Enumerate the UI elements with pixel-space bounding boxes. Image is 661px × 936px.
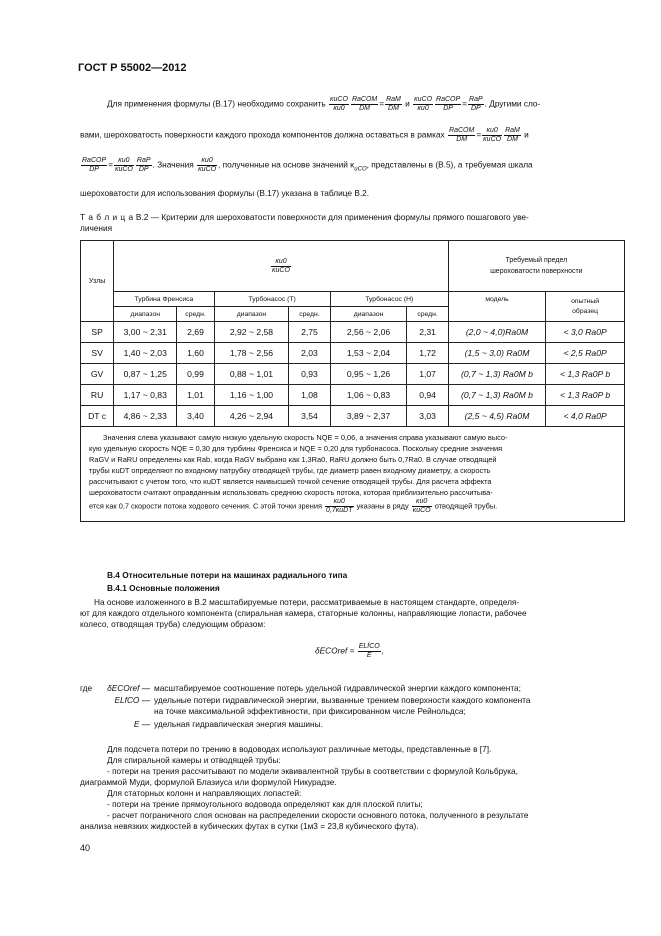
note-line: кую удельную скорость NQE = 0,30 для турбины Френсиса и NQE = 0,20 для турбонасоса. Поскольку средние значения [89,444,503,453]
table-caption [80,212,628,234]
cell-avg: 2,75 [289,322,330,343]
ratio-header [114,241,449,292]
fraction: $\frac{\text{RaCOM}}{DM}$ [449,127,475,143]
fraction: $\frac{\text{RaCOP}}{DP}$ [436,96,461,112]
avg-header: средн. [407,307,448,322]
formula: δECOref = $\frac{\text{ELfCO}}{E}$ , [315,643,385,659]
cell-avg: 2,31 [407,322,448,343]
roughness-table [80,240,625,522]
note-line: рассчитывают с учетом того, что κuDT является наивысшей точкой сечение отводящей трубы. Для расчета эффекта [89,477,492,486]
cell-avg: 3,03 [407,406,448,427]
cell-range: 1,17 ~ 0,83 [114,385,177,406]
cell-range: 3,00 ~ 2,31 [114,322,177,343]
cell-avg: 2,69 [177,322,214,343]
table-row [81,343,625,364]
cell-avg: 1,08 [289,385,330,406]
cell-proto: < 1,3 Ra0P b [546,385,625,406]
where-symbol: E — [133,719,150,729]
intro-text-6: , представлены в (В.5), а требуемая шкала [366,159,533,170]
cell-avg: 2,03 [289,343,330,364]
cell-avg: 1,07 [407,364,448,385]
where-text: удельная гидравлическая энергия машины. [154,719,323,729]
intro-text-5: , полученные на основе значений κ [218,159,355,170]
range-header: диапазон [114,307,177,322]
required-header [448,241,624,292]
cell-proto: < 4,0 Ra0P [546,406,625,427]
col-header-units: Узлы [81,241,114,322]
where-symbol: δECOref — [107,683,150,693]
cell-unit: RU [81,385,114,406]
cell-model: (2,5 ~ 4,5) Ra0M [448,406,545,427]
cell-range: 0,88 ~ 1,01 [214,364,289,385]
cell-range: 1,78 ~ 2,56 [214,343,289,364]
proto-header: опытный образец [546,292,625,322]
cell-proto: < 1,3 Ra0P b [546,364,625,385]
intro-line-3: $\frac{\text{RaCOP}}{DP}$ = $\frac{\kappa u0}{\text{κuCO}}$ $\frac{\text{RaP}}{DP}$ . Значения $\frac{\kappa u0}{\text{κuCO}}$ , полученные на основе значений $\kappa_{uCO}$, представлены в (В.5), а требуемая шкала [82,157,533,173]
fraction: $\frac{\text{RaM}}{DM}$ [386,96,401,112]
intro-text-4: . Значения [152,159,194,170]
fraction: $\frac{\text{RaP}}{DP}$ [136,157,151,173]
cell-model: (1,5 ~ 3,0) Ra0M [448,343,545,364]
cell-avg: 0,94 [407,385,448,406]
fraction: $\frac{\text{RaCOM}}{DM}$ [351,96,378,112]
intro-line-1: Для применения формулы (В.17) необходимо сохранить $\frac{\text{κuCO}}{\kappa u0}$ $\frac{\text{RaCOM}}{DM}$ = $\frac{\text{RaM}}{DM}$ и $\frac{\text{κuCO}}{\kappa u0}$ $\frac{\text{RaCOP}}{DP}$ = $\frac{\text{RaP}}{DP}$ . Другими сло- [107,96,541,112]
table-row [81,364,625,385]
paragraph: Для подсчета потери по трению в водоводах используют различные методы, представленные в [7]. Для спиральной камеры и отводящей трубы: - потери на трения рассчитывают по модели эквивалентной трубы в соответствии с формулой Кольбрука, диаграммой Муди, формулой Блазиуса или формулой Никурадзе. Для статорных колонн и направляющих лопастей: - потери на трение прямоугольного водовода определяют как для плоской плиты; - расчет пограничного слоя основан на распределении скорости основного потока, полученного в результате анализа невязких жидкостей в кубических футах в сутки (1м3 = 23,8 кубического фута). [80,744,529,831]
formula-lhs: δECOref = [315,645,355,656]
fraction: $\frac{\text{κuCO}}{\kappa u0}$ [330,96,348,112]
note-line: ется как 0,7 скорости потока ходового сечения. С этой точки зрения $\frac{\kappa u0}{\text{0,7κuDT}}$ указаны в ряду $\frac{\kappa u0}{\text{κuCO}}$ отводящей трубы. [89,498,498,514]
range-header: диапазон [214,307,289,322]
intro-sub: uCO [354,166,367,173]
cell-range: 1,40 ~ 2,03 [114,343,177,364]
model-header: модель [448,292,545,322]
cell-proto: < 2,5 Ra0P [546,343,625,364]
cell-avg: 1,01 [177,385,214,406]
avg-header: средн. [177,307,214,322]
fraction: $\frac{\kappa u0}{\text{κuCO}}$ [272,257,290,274]
intro-line-2: вами, шероховатость поверхности каждого прохода компонентов должна оставаться в рамках $\frac{\text{RaCOM}}{DM}$ = $\frac{\kappa u0}{\text{κuCO}}$ $\frac{\text{RaM}}{DM}$ и [80,127,529,143]
fraction: $\frac{\kappa u0}{\text{κuCO}}$ [412,498,431,514]
fraction: $\frac{\text{RaCOP}}{DP}$ [82,157,107,173]
table-caption-text: В.2 — Критерии для шероховатости поверхности для применения формулы прямого пошагового уве- [135,212,529,222]
cell-unit: GV [81,364,114,385]
table-row [81,406,625,427]
cell-avg: 1,72 [407,343,448,364]
turbine-header: Турбина Френсиса [114,292,215,307]
cell-range: 2,92 ~ 2,58 [214,322,289,343]
fraction: $\frac{\text{κuCO}}{\kappa u0}$ [414,96,433,112]
table-caption-cont: личения [80,223,113,233]
cell-range: 1,16 ~ 1,00 [214,385,289,406]
pump-h-header: Турбонасос (Н) [330,292,448,307]
fraction: $\frac{\kappa u0}{\text{0,7κuDT}}$ [326,498,353,514]
where-label: где [80,683,93,693]
intro-text-1: Для применения формулы (В.17) необходимо сохранить [107,98,326,109]
note-line: Значения слева указывают самую низкую удельную скорость NQE = 0,06, а значения справа указывают самую высо- [103,433,508,442]
subsection-heading: В.4.1 Основные положения [107,583,220,593]
cell-avg: 0,93 [289,364,330,385]
required-title-1: Требуемый предел [505,257,568,264]
cell-unit: DT c [81,406,114,427]
cell-unit: SV [81,343,114,364]
note-line: трубы κuDT определяют по входному патрубку отводящей трубы, где диаметр равен входному диаметру, а скорость [89,466,491,475]
intro-and-1: и [405,98,410,109]
cell-model: (2,0 ~ 4,0)Ra0M [448,322,545,343]
where-text: масштабируемое соотношение потерь удельной гидравлической энергии каждого компонента; [154,683,521,693]
cell-range: 4,86 ~ 2,33 [114,406,177,427]
note-line: RaGV и RaRU определены как Rab, когда RaGV выбрано как 1,3Ra0, RaRU должно быть 0,7Ra0. В случае отводящей [89,455,497,464]
cell-model: (0,7 ~ 1,3) Ra0M b [448,364,545,385]
fraction: $\frac{\text{ELfCO}}{E}$ [358,643,380,659]
intro-text-2: . Другими сло- [484,98,541,109]
fraction: $\frac{\text{RaP}}{DP}$ [469,96,483,112]
document-header: ГОСТ Р 55002—2012 [78,62,187,74]
cell-range: 0,95 ~ 1,26 [330,364,407,385]
intro-text-3: вами, шероховатость поверхности каждого прохода компонентов должна оставаться в рамках [80,129,445,140]
note-line: шероховатости считают оправданным использовать среднюю скорость потока, которая приблизительно рассчитыва- [89,488,493,497]
table-body [81,322,625,427]
fraction: $\frac{\kappa u0}{\text{κuCO}}$ [483,127,502,143]
cell-model: (0,7 ~ 1,3) Ra0M b [448,385,545,406]
cell-unit: SP [81,322,114,343]
range-header: диапазон [330,307,407,322]
fraction: $\frac{\kappa u0}{\text{κuCO}}$ [198,157,217,173]
cell-avg: 3,54 [289,406,330,427]
cell-range: 0,87 ~ 1,25 [114,364,177,385]
cell-range: 1,53 ~ 2,04 [330,343,407,364]
cell-range: 3,89 ~ 2,37 [330,406,407,427]
cell-range: 2,56 ~ 2,06 [330,322,407,343]
avg-header: средн. [289,307,330,322]
cell-avg: 3,40 [177,406,214,427]
where-text: удельные потери гидравлической энергии, вызванные трением поверхности каждого компонента на точке максимальной эффективности, при фиксированном числе Рейнольдса; [154,695,531,716]
cell-range: 4,26 ~ 2,94 [214,406,289,427]
where-symbol: ELfCO — [114,695,150,705]
table-row [81,385,625,406]
table-note [81,427,625,522]
fraction: $\frac{\text{RaM}}{DM}$ [505,127,520,143]
page-number: 40 [80,843,91,853]
table-row [81,322,625,343]
cell-avg: 1,60 [177,343,214,364]
cell-range: 1,06 ~ 0,83 [330,385,407,406]
cell-avg: 0,99 [177,364,214,385]
paragraph: На основе изложенного в В.2 масштабируемые потери, рассматриваемые в настоящем стандарте, определя- ют для каждого отдельного компонента (спиральная камера, статорные колонны, направляющие лопасти, рабочее колесо, отводящая труба) следующим образом: [80,597,527,629]
fraction: $\frac{\kappa u0}{\text{κuCO}}$ [114,157,133,173]
table-caption-prefix: Т а б л и ц а [80,212,134,222]
pump-t-header: Турбонасос (Т) [214,292,330,307]
intro-and-2: и [524,129,529,140]
intro-line-4: шероховатости для использования формулы (В.17) указана в таблице В.2. [80,188,370,198]
cell-proto: < 3,0 Ra0P [546,322,625,343]
section-heading: В.4 Относительные потери на машинах радиального типа [107,570,348,580]
required-title-2: шероховатости поверхности [490,268,583,275]
